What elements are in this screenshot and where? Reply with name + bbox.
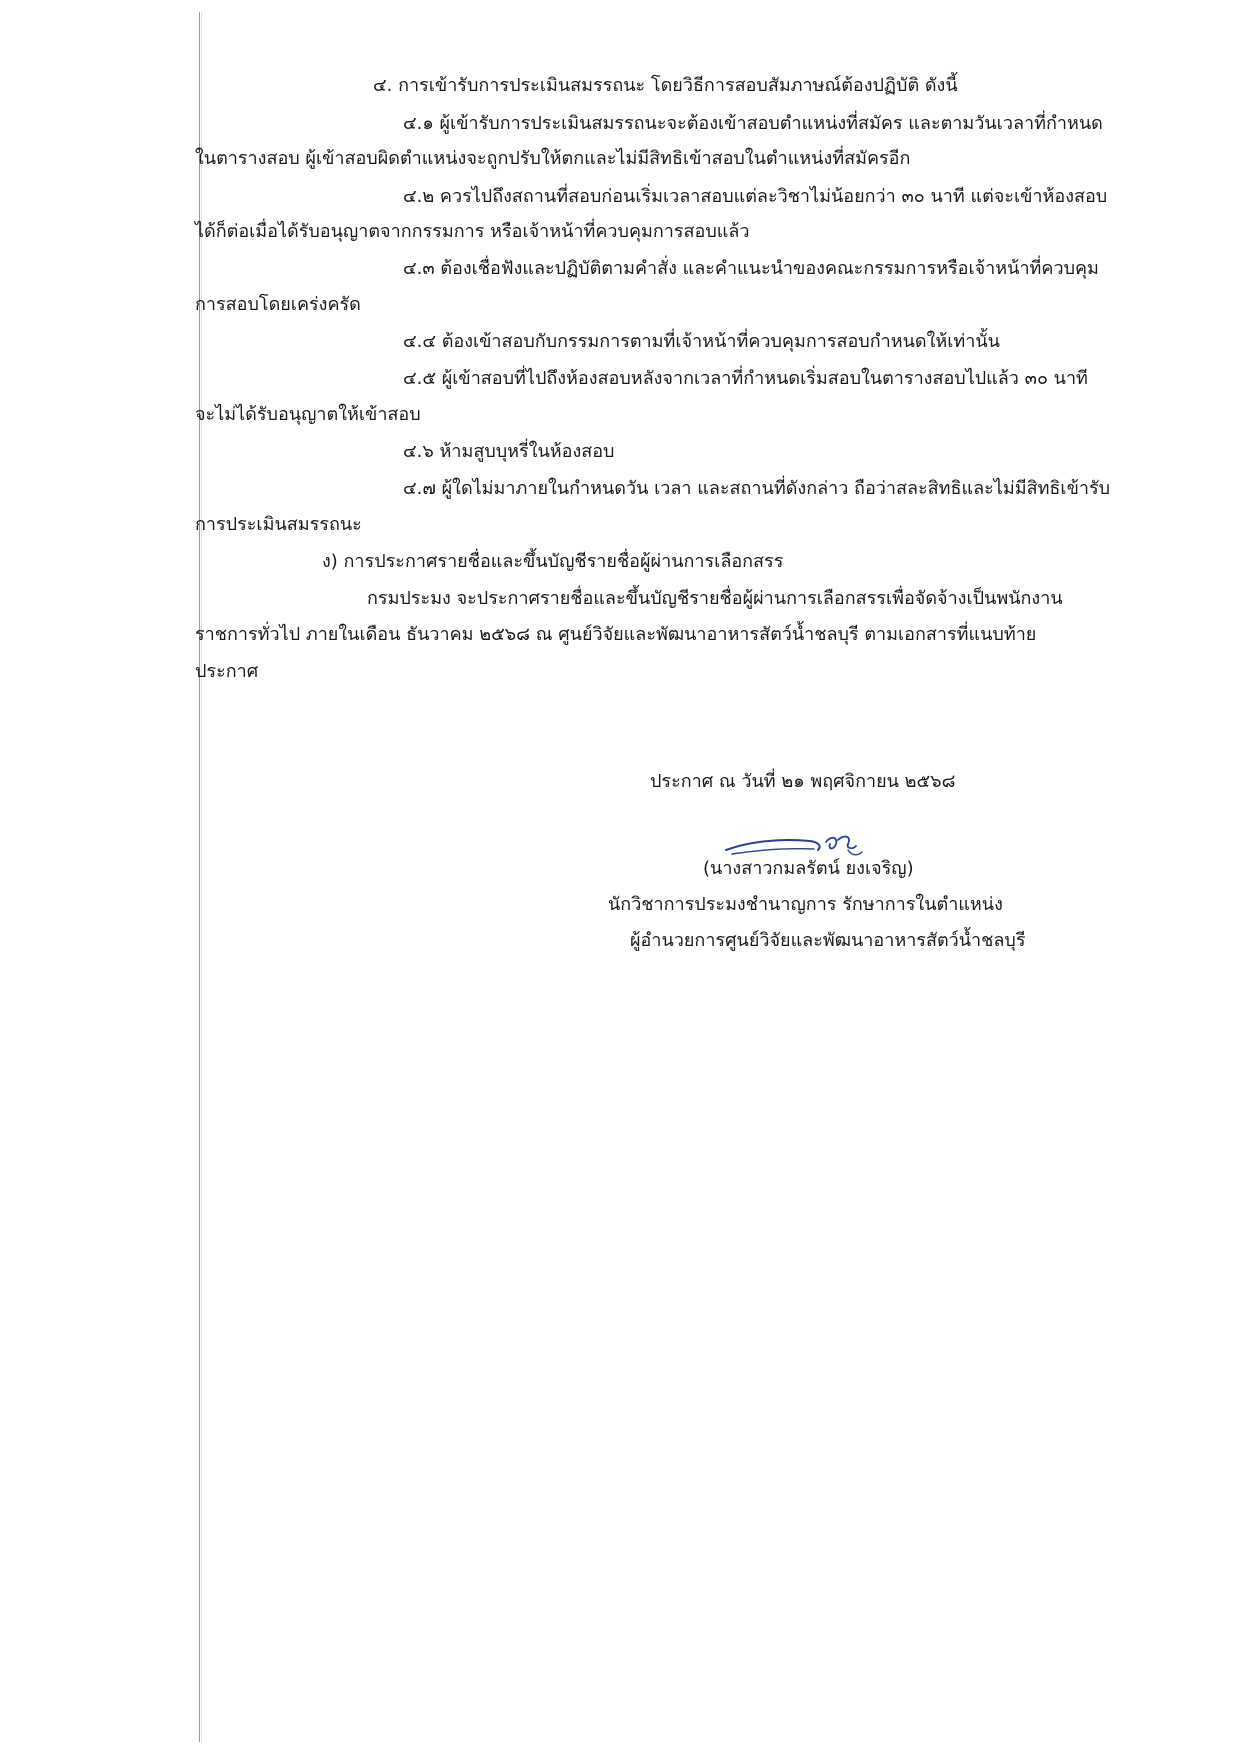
- item-4-4-line-1: ๔.๔ ต้องเข้าสอบกับกรรมการตามที่เจ้าหน้าที่ควบคุมการสอบกำหนดให้เท่านั้น: [403, 331, 1000, 352]
- item-4-2-line-1: ๔.๒ ควรไปถึงสถานที่สอบก่อนเริ่มเวลาสอบแต่ละวิชาไม่น้อยกว่า ๓๐ นาที แต่จะเข้าห้องสอบ: [403, 186, 1108, 207]
- section-ng-line-3: ประกาศ: [195, 661, 259, 682]
- signatory-name: (นางสาวกมลรัตน์ ยงเจริญ): [703, 858, 914, 879]
- item-4-6-line-1: ๔.๖ ห้ามสูบบุหรี่ในห้องสอบ: [403, 441, 615, 462]
- section-ng-line-1: กรมประมง จะประกาศรายชื่อและขึ้นบัญชีรายชื่อผู้ผ่านการเลือกสรรเพื่อจัดจ้างเป็นพนักงาน: [367, 588, 1063, 609]
- scan-margin-line: [199, 12, 200, 1742]
- signatory-position: นักวิชาการประมงชำนาญการ รักษาการในตำแหน่ง: [608, 894, 1003, 915]
- item-4-7-line-2: การประเมินสมรรถนะ: [195, 514, 362, 535]
- item-4-3-line-2: การสอบโดยเคร่งครัด: [195, 294, 361, 315]
- signatory-title: ผู้อำนวยการศูนย์วิจัยและพัฒนาอาหารสัตว์น้ำชลบุรี: [630, 930, 1026, 951]
- item-4-5-line-2: จะไม่ได้รับอนุญาตให้เข้าสอบ: [195, 404, 421, 425]
- item-4-5-line-1: ๔.๕ ผู้เข้าสอบที่ไปถึงห้องสอบหลังจากเวลาที่กำหนดเริ่มสอบในตารางสอบไปแล้ว ๓๐ นาที: [403, 368, 1088, 389]
- item-4-1-line-2: ในตารางสอบ ผู้เข้าสอบผิดตำแหน่งจะถูกปรับให้ตกและไม่มีสิทธิเข้าสอบในตำแหน่งที่สมัครอีก: [195, 148, 911, 169]
- section-ng-line-2: ราชการทั่วไป ภายในเดือน ธันวาคม ๒๕๖๘ ณ ศูนย์วิจัยและพัฒนาอาหารสัตว์น้ำชลบุรี ตามเอกสารที่แนบท้าย: [195, 624, 1037, 645]
- item-4-2-line-2: ได้ก็ต่อเมื่อได้รับอนุญาตจากกรรมการ หรือเจ้าหน้าที่ควบคุมการสอบแล้ว: [195, 221, 750, 242]
- section-4-heading: ๔. การเข้ารับการประเมินสมรรถนะ โดยวิธีการสอบสัมภาษณ์ต้องปฏิบัติ ดังนี้: [373, 75, 958, 96]
- item-4-3-line-1: ๔.๓ ต้องเชื่อฟังและปฏิบัติตามคำสั่ง และคำแนะนำของคณะกรรมการหรือเจ้าหน้าที่ควบคุม: [403, 258, 1099, 279]
- scan-margin-shadow: [201, 12, 202, 1742]
- item-4-1-line-1: ๔.๑ ผู้เข้ารับการประเมินสมรรถนะจะต้องเข้าสอบตำแหน่งที่สมัคร และตามวันเวลาที่กำหนด: [403, 113, 1103, 134]
- item-4-7-line-1: ๔.๗ ผู้ใดไม่มาภายในกำหนดวัน เวลา และสถานที่ดังกล่าว ถือว่าสละสิทธิและไม่มีสิทธิเข้ารับ: [403, 478, 1111, 499]
- section-ng-heading: ง) การประกาศรายชื่อและขึ้นบัญชีรายชื่อผู้ผ่านการเลือกสรร: [322, 551, 784, 572]
- announcement-date: ประกาศ ณ วันที่ ๒๑ พฤศจิกายน ๒๕๖๘: [650, 771, 956, 792]
